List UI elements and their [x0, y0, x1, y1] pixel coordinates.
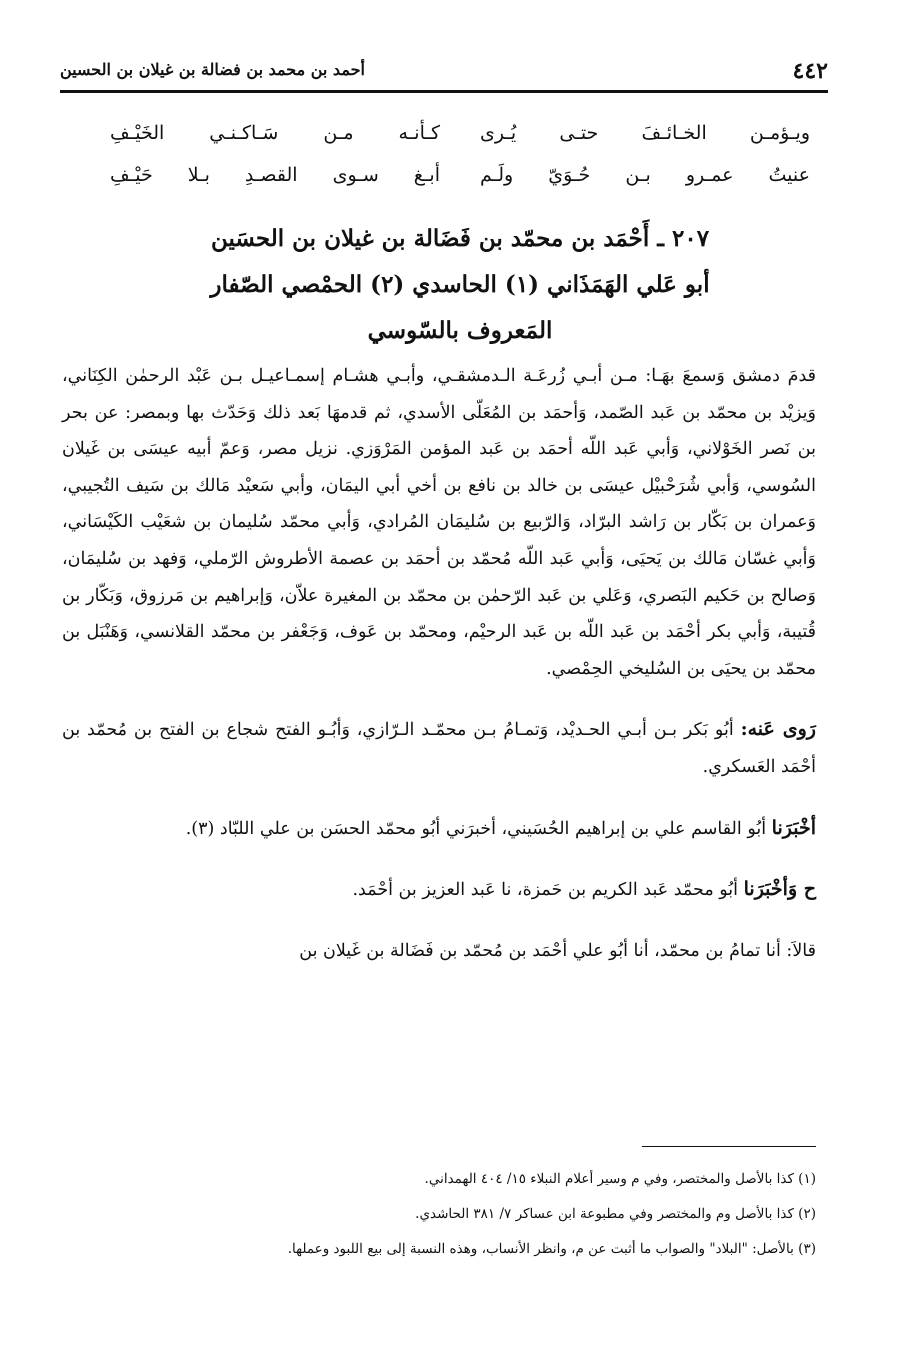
poem-hemistich-second: كـأنـه مـن سَـاكـنـي الخَيْـفِ [110, 122, 440, 144]
paragraph-text: أبُو بَكر بـن أبـي الحـديْد، وَتمـامُ بـن محمّـد الـرّازي، وَأبُـو الفتح شجاع بن الفتح بن مُحمّد بن أحْمَد العَسكري. [62, 720, 816, 777]
paragraph-isnad [62, 871, 816, 909]
footnote: (٢) كذا بالأصل وم والمختصر وفي مطبوعة ابن عساكر ٧/ ٣٨١ الحاشدي. [415, 1206, 816, 1222]
running-head: أحمد بن محمد بن فضالة بن غيلان بن الحسين [60, 60, 365, 79]
entry-title-line: ٢٠٧ ـ أَحْمَد بن محمّد بن فَضَالة بن غيلان بن الحسَين [210, 225, 710, 252]
page-header [60, 58, 828, 88]
paragraph-biography: قدمَ دمشق وَسمعَ بهَـا: مـن أبـي زُرعَـة الـدمشقـي، وأبـي هشـام إسمـاعيـل بـن عَبْد الرحمٰن الكِنَاني، وَيزيْد بن محمّد بن عَبد الصّمد، وَأحمَد بن المُعَلّى الأسدي، ثم قدمهَا بَعد ذلك وَحَدّث بها وبمصر: عن بحر بن نَصر الخَوْلاني، وَأبي عَبد اللّه أحمَد بن عَبد المؤمن المَرْوَزي. نزيل مصر، وَعمّ أبيه عيسَى بن غَيلان السُوسي، وَأبي شُرَحْبيْل عيسَى بن خالد بن نافع بن أخي أبي اليمَان، وأبي سَعيْد مَالك بن سَيف التُجيبي، وَعمران بن بَكّار بن رَاشد البرّاد، وَالرّبيع بن سُليمَان المُرادي، وَأبي محمّد سُليمان بن شعَيْب الكَيْسَاني، وَأبي غسّان مَالك بن يَحيَى، وَأبي عَبد اللّه مُحمّد بن أحمَد بن عصمة الأطروش الرّملي، وَفهد بن سُليمَان، وَصالح بن حَكيم البَصري، وَعَلي بن عَبد الرّحمٰن بن محمّد بن المغيرة علاّن، وَإبراهيم بن مَرزوق، وَبَكّار بن قُتيبة، وَأبي بكر أحْمَد بن عَبد اللّه بن عَبد الرحيْم، ومحمّد بن عَوف، وَجَعْفر بن محمّد القلانسي، وَهَنْبَل بن محمّد بن يحيَى بن السُليخي الحِمْصي. [62, 366, 816, 679]
header-rule [60, 90, 828, 93]
paragraph-keyword: ح وَأخْبَرَنا [743, 878, 816, 901]
footnote: (١) كذا بالأصل والمختصر، وفي م وسير أعلام النبلاء ١٥/ ٤٠٤ الهمداني. [424, 1171, 816, 1187]
poem-hemistich-first: عنيتُ عمـرو بـن حُـوَيّ ولَـم [480, 164, 810, 186]
footnote-rule [642, 1146, 816, 1147]
paragraph-text: أبُو القاسم علي بن إبراهيم الحُسَيني، أخبرَني أبُو محمّد الحسَن بن علي اللبّاد (٣). [185, 818, 767, 839]
paragraph-narrators [62, 711, 816, 785]
paragraph-keyword: رَوى عَنه: [740, 718, 816, 741]
page-number: ٤٤٢ [792, 58, 828, 84]
poem-hemistich-first: ويـؤمـن الخـائـفَ حتـى يُـرى [480, 122, 810, 144]
paragraph-keyword: أخْبَرَنا [771, 816, 816, 839]
paragraph-isnad [62, 810, 816, 848]
poem-line [110, 122, 810, 164]
body-text [62, 358, 816, 969]
entry-title-line: أبو عَلي الهَمَذَاني (١) الحاسدي (٢) الحمْصي الصّفار [210, 271, 710, 298]
entry-title [80, 216, 840, 354]
poem [110, 122, 810, 206]
entry-title-line: المَعروف بالسّوسي [367, 317, 553, 344]
poem-hemistich-second: أبـغ سـوى القصـدِ بـلا حَيْـفِ [110, 164, 440, 186]
footnotes [70, 1162, 816, 1267]
paragraph-isnad: قالاَ: أنا تمامُ بن محمّد، أنا أبُو علي أحْمَد بن مُحمّد بن فَضَالة بن غَيلان بن [299, 940, 816, 961]
poem-line [110, 164, 810, 206]
footnote: (٣) بالأصل: "البلاد" والصواب ما أثبت عن م، وانظر الأنساب، وهذه النسبة إلى بيع اللبود وعملها. [287, 1241, 816, 1257]
paragraph-text: أبُو محمّد عَبد الكريم بن حَمزة، نا عَبد العزيز بن أحْمَد. [352, 880, 739, 901]
